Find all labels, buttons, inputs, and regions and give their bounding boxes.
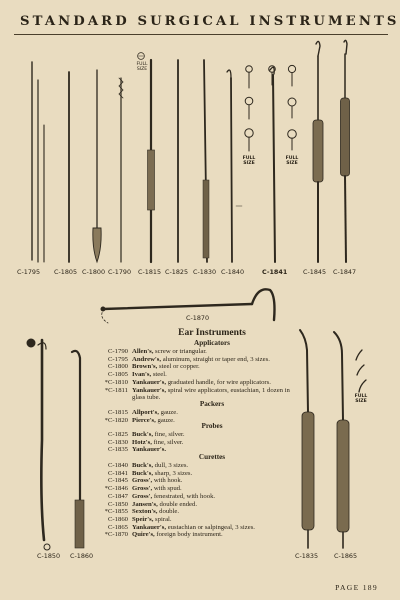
item-code: C-1845	[107, 477, 128, 485]
caption-c1865: C-1865	[334, 552, 358, 560]
item-name: Sexton's,	[132, 508, 158, 516]
tip-mark-right: FULL SIZE	[354, 394, 368, 404]
tip-mark-packer: FULL SIZE	[136, 62, 148, 72]
section-title: Ear Instruments	[178, 327, 246, 338]
caption-c1841: C-1841	[262, 268, 288, 276]
item-name: Buck's,	[132, 462, 153, 469]
item-name: Pierce's,	[132, 416, 156, 424]
running-head: STANDARD SURGICAL INSTRUMENTS	[20, 14, 400, 29]
item-description	[132, 531, 304, 539]
caption-c1790: C-1790	[108, 268, 132, 276]
item-description	[132, 493, 304, 501]
list-item	[94, 409, 304, 417]
item-detail: steel.	[151, 371, 167, 379]
item-detail: sharp, 3 sizes.	[153, 469, 193, 477]
item-detail: screw or triangular.	[153, 348, 207, 355]
item-name: Yankauer's,	[132, 386, 167, 394]
item-code: C-1830	[107, 438, 128, 446]
item-name: Allen's,	[132, 348, 154, 355]
item-code: C-1795	[107, 355, 128, 363]
item-name: Yankauer's,	[132, 523, 167, 531]
item-name: Jansen's,	[132, 500, 158, 508]
item-description	[132, 501, 304, 509]
item-list	[94, 431, 304, 454]
caption-c1795: C-1795	[17, 268, 41, 276]
item-name: Yankauer's,	[132, 378, 167, 386]
item-name: Gross',	[132, 485, 153, 493]
item-detail: dull, 3 sizes.	[153, 462, 189, 469]
item-description	[132, 348, 304, 356]
item-description	[132, 356, 304, 364]
item-detail: fine, silver.	[151, 438, 184, 446]
item-code: *C-1870	[104, 531, 128, 539]
list-item	[94, 462, 304, 470]
item-code: C-1860	[107, 515, 128, 523]
item-list	[94, 462, 304, 539]
item-name: Quire's,	[132, 531, 155, 539]
list-item	[94, 524, 304, 532]
item-code: *C-1846	[104, 485, 128, 493]
item-list	[94, 348, 304, 402]
item-detail: graduated handle, for wire applicators.	[166, 378, 271, 386]
item-description	[132, 516, 304, 524]
list-item	[94, 508, 304, 516]
list-item	[94, 356, 304, 364]
list-item	[94, 470, 304, 478]
item-detail: gauze.	[158, 409, 178, 416]
item-detail: eustachian or salpingeal, 3 sizes.	[166, 523, 255, 531]
list-item	[94, 348, 304, 356]
item-name: Gross',	[132, 477, 153, 485]
item-code: C-1840	[107, 462, 128, 469]
list-item	[94, 477, 304, 485]
item-detail: double ended.	[157, 500, 198, 508]
item-code: C-1841	[107, 469, 128, 477]
caption-c1845: C-1845	[303, 268, 327, 276]
item-detail: fenestrated, with hook.	[152, 492, 216, 500]
item-name: Ivan's,	[132, 371, 152, 379]
item-description	[132, 363, 304, 371]
item-code: *C-1811	[104, 386, 128, 394]
group-title: Curettes	[198, 453, 226, 461]
item-description	[132, 508, 304, 516]
item-description	[132, 409, 304, 417]
item-detail: double.	[157, 508, 180, 516]
caption-c1825: C-1825	[165, 268, 189, 276]
item-description	[132, 477, 304, 485]
tip-mark-1841: FULL SIZE	[242, 156, 256, 166]
item-name: Buck's,	[132, 431, 153, 438]
list-item	[94, 516, 304, 524]
group-title: Packers	[199, 400, 225, 408]
page-number: PAGE 189	[335, 583, 378, 592]
list-item	[94, 379, 304, 387]
item-code: *C-1820	[104, 416, 128, 424]
caption-c1805: C-1805	[54, 268, 78, 276]
item-name: Allport's,	[132, 409, 159, 416]
item-code: C-1805	[107, 371, 128, 379]
caption-c1830: C-1830	[193, 268, 217, 276]
item-name: Hotz's,	[132, 438, 152, 446]
list-item	[94, 363, 304, 371]
item-detail: aluminum, straight or taper end, 3 sizes.	[161, 355, 270, 363]
list-item	[94, 439, 304, 447]
item-code: C-1835	[107, 446, 128, 454]
tip-mark-1845: FULL SIZE	[285, 156, 299, 166]
item-description	[132, 485, 304, 493]
item-description	[132, 524, 304, 532]
list-item	[94, 501, 304, 509]
item-code: C-1847	[107, 492, 128, 500]
item-code: C-1850	[107, 500, 128, 508]
item-detail: steel or copper.	[157, 363, 200, 371]
item-description	[132, 462, 304, 470]
group-title: Probes	[201, 422, 223, 430]
caption-c1815: C-1815	[138, 268, 162, 276]
item-code: *C-1810	[104, 378, 128, 386]
item-description	[132, 379, 304, 387]
list-item	[94, 485, 304, 493]
item-detail: with hook.	[152, 477, 183, 485]
list-item	[94, 531, 304, 539]
caption-c1847: C-1847	[333, 268, 357, 276]
item-detail: gauze.	[155, 416, 175, 424]
item-code: C-1865	[107, 523, 128, 531]
item-code: C-1790	[107, 348, 128, 355]
item-description	[132, 470, 304, 478]
group-title: Applicators	[194, 339, 230, 347]
item-name: Brown's,	[132, 363, 158, 371]
item-name: Buck's,	[132, 469, 153, 477]
caption-c1840: C-1840	[221, 268, 245, 276]
item-description	[132, 431, 304, 439]
list-item	[94, 431, 304, 439]
caption-c1835: C-1835	[295, 552, 319, 560]
item-detail: foreign body instrument.	[154, 531, 223, 539]
item-name: Gross',	[132, 492, 153, 500]
list-item	[94, 371, 304, 379]
item-name: Yankauer's.	[132, 446, 167, 454]
item-name: Andrew's,	[132, 355, 162, 363]
item-detail: spiral.	[153, 515, 172, 523]
caption-c1860: C-1860	[70, 552, 94, 560]
caption-c1800: C-1800	[82, 268, 106, 276]
item-detail: spiral wire applicators, eustachian, 1 dozen in glass tube.	[132, 386, 290, 402]
item-name: Speir's,	[132, 515, 154, 523]
item-detail: with spud.	[152, 485, 182, 493]
caption-c1870: C-1870	[186, 314, 210, 322]
item-code: C-1825	[107, 431, 128, 438]
list-item	[94, 493, 304, 501]
item-code: *C-1855	[104, 508, 128, 516]
item-detail: fine, silver.	[153, 431, 185, 438]
item-code: C-1800	[107, 363, 128, 371]
item-description	[132, 371, 304, 379]
item-code: C-1815	[107, 409, 128, 416]
caption-c1850: C-1850	[37, 552, 61, 560]
item-description	[132, 439, 304, 447]
